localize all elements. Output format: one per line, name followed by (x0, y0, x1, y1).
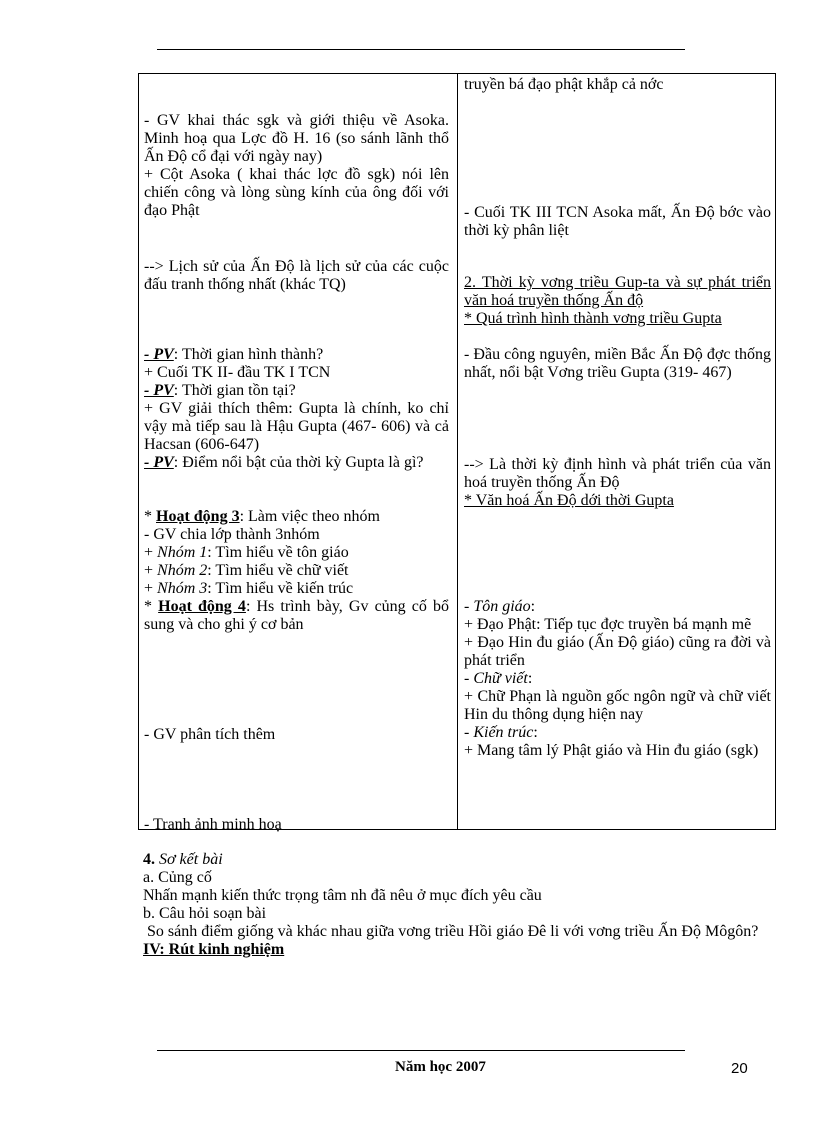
buddhism: + Đạo Phật: Tiếp tục đợc truyền bá mạnh mẽ (464, 616, 752, 633)
gupta-origin: - Đầu công nguyên, miền Bắc Ấn Độ đợc thống nhất, nổi bật Vơng triều Gupta (319- 467) (464, 346, 771, 381)
hinduism: + Đạo Hin đu giáo (Ấn Độ giáo) cũng ra đời và phát triển (464, 634, 771, 669)
summary-a: a. Củng cố (143, 869, 212, 886)
right-top-text: truyền bá đạo phật khắp cả nớc (464, 76, 664, 93)
asoka-column: + Cột Asoka ( khai thác lợc đồ sgk) nói lên chiến công và lòng sùng kính của ông đối với đạo Phật (144, 166, 449, 219)
summary-section (143, 851, 768, 959)
divide-groups: - GV chia lớp thành 3nhóm (144, 526, 320, 543)
header-rule (157, 49, 685, 50)
lesson-table (138, 73, 776, 833)
culture-details: - Tôn giáo: + Đạo Phật: Tiếp tục đợc truyền bá mạnh mẽ + Đạo Hin đu giáo (Ấn Độ giáo) cũng ra đời và phát triển - Chữ viết: + Chữ Phạn là nguồn gốc ngôn ngữ và chữ viết Hin du thông dụng hiện nay - Kiến trúc: + Mang tâm lý Phật giáo và Hin đu giáo (sgk) (464, 598, 771, 759)
gupta-heading: 2. Thời kỳ vơng triều Gup-ta và sự phát triển văn hoá truyền thống Ấn độ (464, 274, 771, 309)
gv-explain: + GV giải thích thêm: Gupta là chính, ko chỉ vậy mà tiếp sau là Hậu Gupta (467- 606) và cả Hacsan (606-647) (144, 400, 449, 453)
group2-label: Nhóm 2 (157, 562, 208, 579)
footer-school-year: Năm học 2007 (395, 1059, 486, 1075)
hd3-label: Hoạt động 3 (156, 508, 240, 525)
gv-analysis: - GV phân tích thêm (144, 726, 276, 743)
writing-label: - Chữ viết (464, 670, 528, 687)
summary-compare: So sánh điểm giống và khác nhau giữa vơng triều Hồi giáo Đê li với vơng triều Ấn Độ Môgôn? (147, 923, 759, 940)
asoka-death: - Cuối TK III TCN Asoka mất, Ấn Độ bớc vào thời kỳ phân liệt (464, 204, 771, 239)
section-iv-heading: IV: Rút kinh nghiệm (143, 941, 285, 958)
sanskrit: + Chữ Phạn là nguồn gốc ngôn ngữ và chữ viết Hin du thông dụng hiện nay (464, 688, 771, 723)
group1-label: Nhóm 1 (157, 544, 208, 561)
gupta-period-block (464, 456, 771, 510)
pv1-answer: + Cuối TK II- đầu TK I TCN (144, 364, 331, 381)
illustration-note: - Tranh ảnh minh hoạ (144, 816, 282, 833)
arch-text: + Mang tâm lý Phật giáo và Hin đu giáo (sgk) (464, 742, 759, 759)
arch-label: - Kiến trúc (464, 724, 534, 741)
pv-label: - PV (144, 346, 174, 363)
asoka-intro: - GV khai thác sgk và giới thiệu về Asoka. Minh hoạ qua Lợc đồ H. 16 (so sánh lãnh thổ Ấn Độ cổ đại với ngày nay) (144, 112, 449, 165)
asoka-block (144, 112, 449, 220)
footer-rule (157, 1050, 685, 1051)
summary-emphasis: Nhấn mạnh kiến thức trọng tâm nh đã nêu ở mục đích yêu cầu (143, 887, 542, 904)
religion-label: - Tôn giáo (464, 598, 531, 615)
pv-block: - PV: Thời gian hình thành? + Cuối TK II- đầu TK I TCN - PV: Thời gian tồn tại? + GV giải thích thêm: Gupta là chính, ko chỉ vậy mà tiếp sau là Hậu Gupta (467- 606) và cả Hacsan (606-647) - PV: Điểm nổi bật của thời kỳ Gupta là gì? (144, 346, 449, 471)
pv-label: - PV (144, 454, 174, 471)
page-number: 20 (731, 1060, 748, 1077)
gupta-period: --> Là thời kỳ định hình và phát triển của văn hoá truyền thống Ấn Độ (464, 456, 771, 491)
group3-label: Nhóm 3 (157, 580, 208, 597)
summary-b: b. Câu hỏi soạn bài (143, 905, 267, 922)
gupta-heading-block (464, 274, 771, 328)
history-note: --> Lịch sử của Ấn Độ là lịch sử của các cuộc đấu tranh thống nhất (khác TQ) (144, 258, 449, 293)
summary-title: Sơ kết bài (159, 851, 223, 868)
pv-label: - PV (144, 382, 174, 399)
summary-number: 4. (143, 851, 155, 868)
culture-heading: * Văn hoá Ấn Độ dới thời Gupta (464, 492, 674, 509)
hd4-label: Hoạt động 4 (158, 598, 246, 615)
group-work-block: * Hoạt động 3: Làm việc theo nhóm - GV chia lớp thành 3nhóm + Nhóm 1: Tìm hiểu về tôn giáo + Nhóm 2: Tìm hiểu về chữ viết + Nhóm 3: Tìm hiểu về kiến trúc * Hoạt động 4: Hs trình bày, Gv củng cố bổ sung và cho ghi ý cơ bản (144, 508, 450, 633)
column-divider (457, 74, 458, 829)
gupta-process: * Quá trình hình thành vơng triều Gupta (464, 310, 722, 327)
